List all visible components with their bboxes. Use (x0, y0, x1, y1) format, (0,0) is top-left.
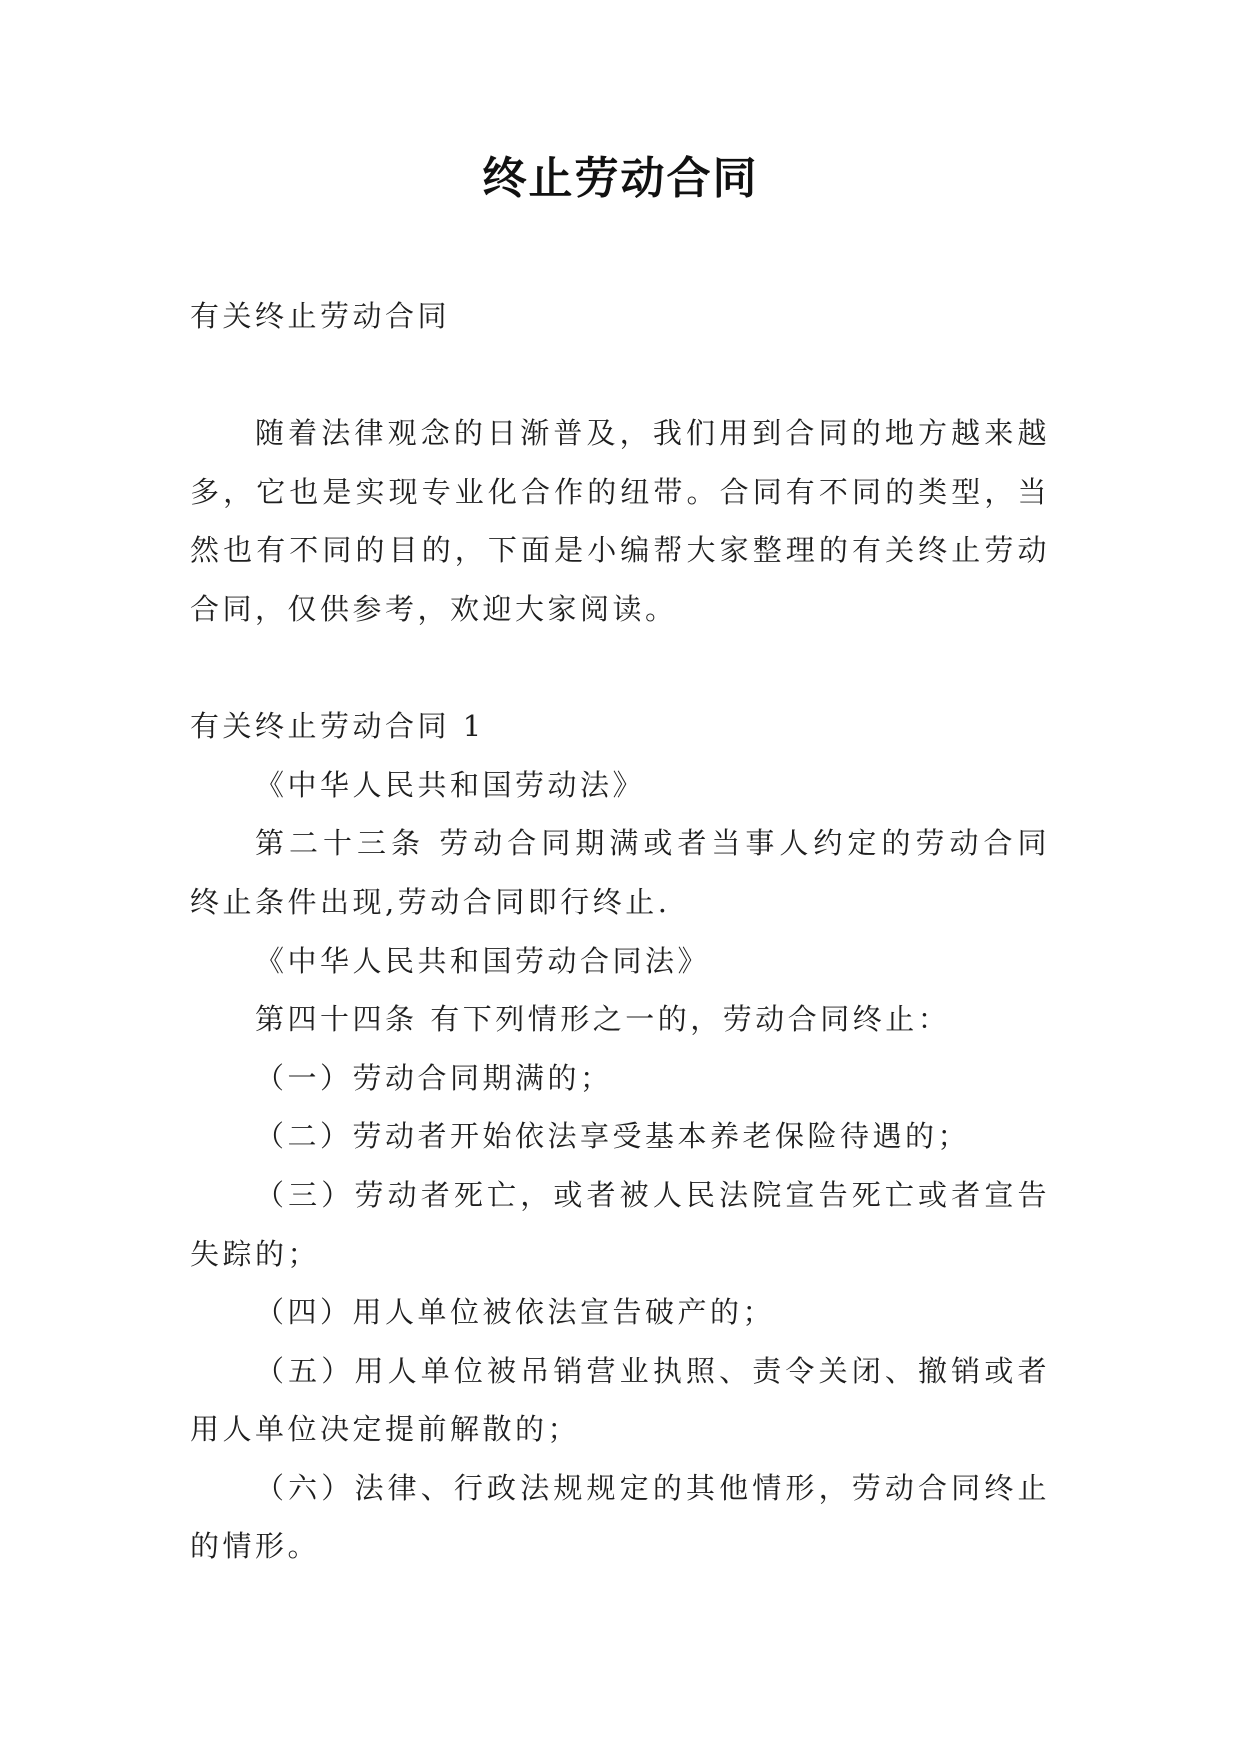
list-item-continuation: 失踪的； (190, 1236, 321, 1271)
article23-line: 终止条件出现,劳动合同即行终止. (190, 884, 671, 919)
intro-line: 然也有不同的目的，下面是小编帮大家整理的有关终止劳动 (190, 533, 1050, 568)
list-item-continuation: 用人单位决定提前解散的； (190, 1412, 581, 1447)
intro-line: 多，它也是实现专业化合作的纽带。合同有不同的类型，当 (190, 474, 1050, 509)
blank-line (190, 346, 1050, 405)
article44-lead: 第四十四条 有下列情形之一的，劳动合同终止： (255, 1002, 951, 1037)
law2-title: 《中华人民共和国劳动合同法》 (255, 943, 711, 978)
intro-line: 随着法律观念的日渐普及，我们用到合同的地方越来越 (255, 416, 1050, 451)
list-item: （二）劳动者开始依法享受基本养老保险待遇的； (255, 1119, 971, 1154)
document-title: 终止劳动合同 (482, 153, 759, 204)
list-item: （三）劳动者死亡，或者被人民法院宣告死亡或者宣告 (255, 1177, 1050, 1212)
list-item: （六）法律、行政法规规定的其他情形，劳动合同终止 (255, 1470, 1050, 1505)
list-item: （五）用人单位被吊销营业执照、责令关闭、撤销或者 (255, 1353, 1050, 1388)
intro-line: 合同，仅供参考，欢迎大家阅读。 (190, 591, 678, 626)
document-body (190, 287, 1050, 1576)
heading: 有关终止劳动合同 (190, 299, 451, 333)
list-item: （一）劳动合同期满的； (255, 1060, 613, 1095)
article23-line: 第二十三条 劳动合同期满或者当事人约定的劳动合同 (255, 826, 1050, 861)
law1-title: 《中华人民共和国劳动法》 (255, 767, 646, 802)
blank-line (190, 639, 1050, 698)
list-item: （四）用人单位被依法宣告破产的； (255, 1295, 776, 1330)
section-heading: 有关终止劳动合同 1 (190, 709, 485, 744)
list-item-continuation: 的情形。 (190, 1529, 321, 1564)
